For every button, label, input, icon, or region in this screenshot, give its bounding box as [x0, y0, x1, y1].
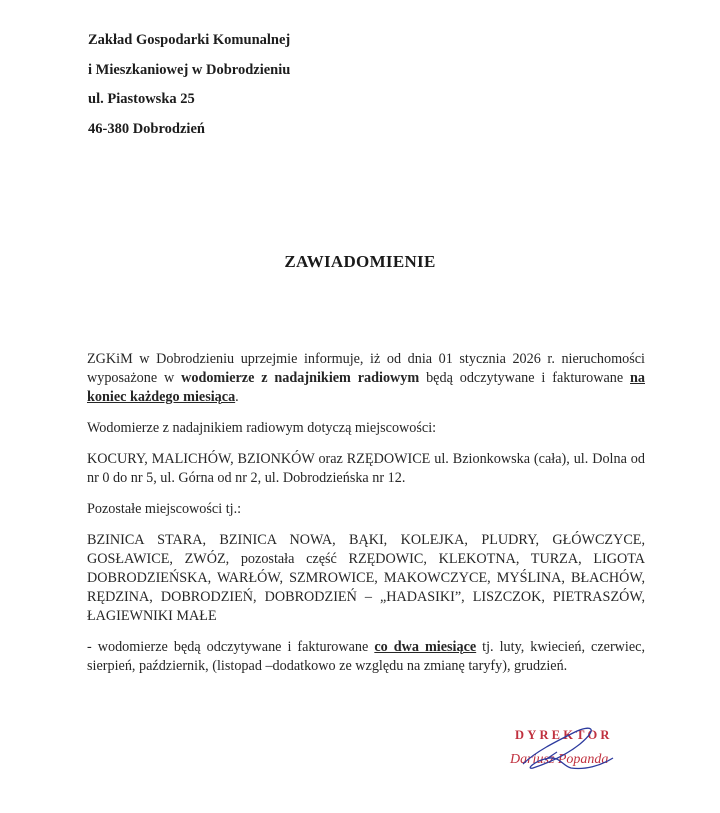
- sender-name-line2: i Mieszkaniowej w Dobrodzieniu: [88, 61, 291, 78]
- sender-postal-city: 46-380 Dobrodzień: [88, 120, 205, 137]
- signature-block: [505, 722, 645, 782]
- bimonthly-text: - wodomierze będą odczytywane i fakturowane: [87, 639, 375, 655]
- sender-address: [88, 26, 290, 144]
- paragraph-intro: [87, 350, 645, 407]
- paragraph-other-localities-heading: Pozostałe miejscowości tj.:: [87, 501, 242, 517]
- paragraph-radio-localities: KOCURY, MALICHÓW, BZIONKÓW oraz RZĘDOWICE ul. Bzionkowska (cała), ul. Dolna od nr 0 do nr 5, ul. Górna od nr 2, ul. Dobrodzieńska nr 12.: [87, 451, 645, 486]
- sender-street: ul. Piastowska 25: [88, 91, 195, 107]
- intro-bold-meters: wodomierze z nadajnikiem radiowym: [181, 370, 420, 386]
- signature-stamp-title: DYREKTOR: [515, 728, 613, 742]
- intro-bold-monthly: na koniec każdego miesiąca: [87, 370, 645, 405]
- signature-stamp-name: Dariusz Popanda: [510, 752, 609, 767]
- paragraph-radio-localities-heading: Wodomierze z nadajnikiem radiowym dotyczą miejscowości:: [87, 420, 437, 436]
- intro-text: ZGKiM w Dobrodzieniu uprzejmie informuje, iż od dnia 01 stycznia 2026 r. nieruchomości wyposażone w: [87, 351, 645, 386]
- sender-name-line1: Zakład Gospodarki Komunalnej: [88, 32, 291, 48]
- document-body: [87, 350, 645, 676]
- handwritten-signature-icon: [505, 722, 645, 782]
- intro-text-2: będą odczytywane i fakturowane: [419, 370, 631, 386]
- bimonthly-months: tj. luty, kwiecień, czerwiec, sierpień, październik, (listopad –dodatkowo ze względu na zmianę taryfy), grudzień.: [87, 639, 645, 674]
- bimonthly-bold: co dwa miesiące: [374, 639, 477, 655]
- paragraph-bimonthly: [87, 638, 645, 676]
- document-title: ZAWIADOMIENIE: [284, 252, 436, 271]
- intro-period: .: [235, 389, 239, 405]
- paragraph-other-localities: BZINICA STARA, BZINICA NOWA, BĄKI, KOLEJKA, PLUDRY, GŁÓWCZYCE, GOSŁAWICE, ZWÓZ, pozostała część RZĘDOWIC, KLEKOTNA, TURZA, LIGOTA DOBRODZIEŃSKA, WARŁÓW, SZMROWICE, MAKOWCZYCE, MYŚLINA, BŁACHÓW, RĘDZINA, DOBRODZIEŃ, DOBRODZIEŃ – „HADASIKI”, LISZCZOK, PIETRASZÓW, ŁAGIEWNIKI MAŁE: [87, 532, 645, 624]
